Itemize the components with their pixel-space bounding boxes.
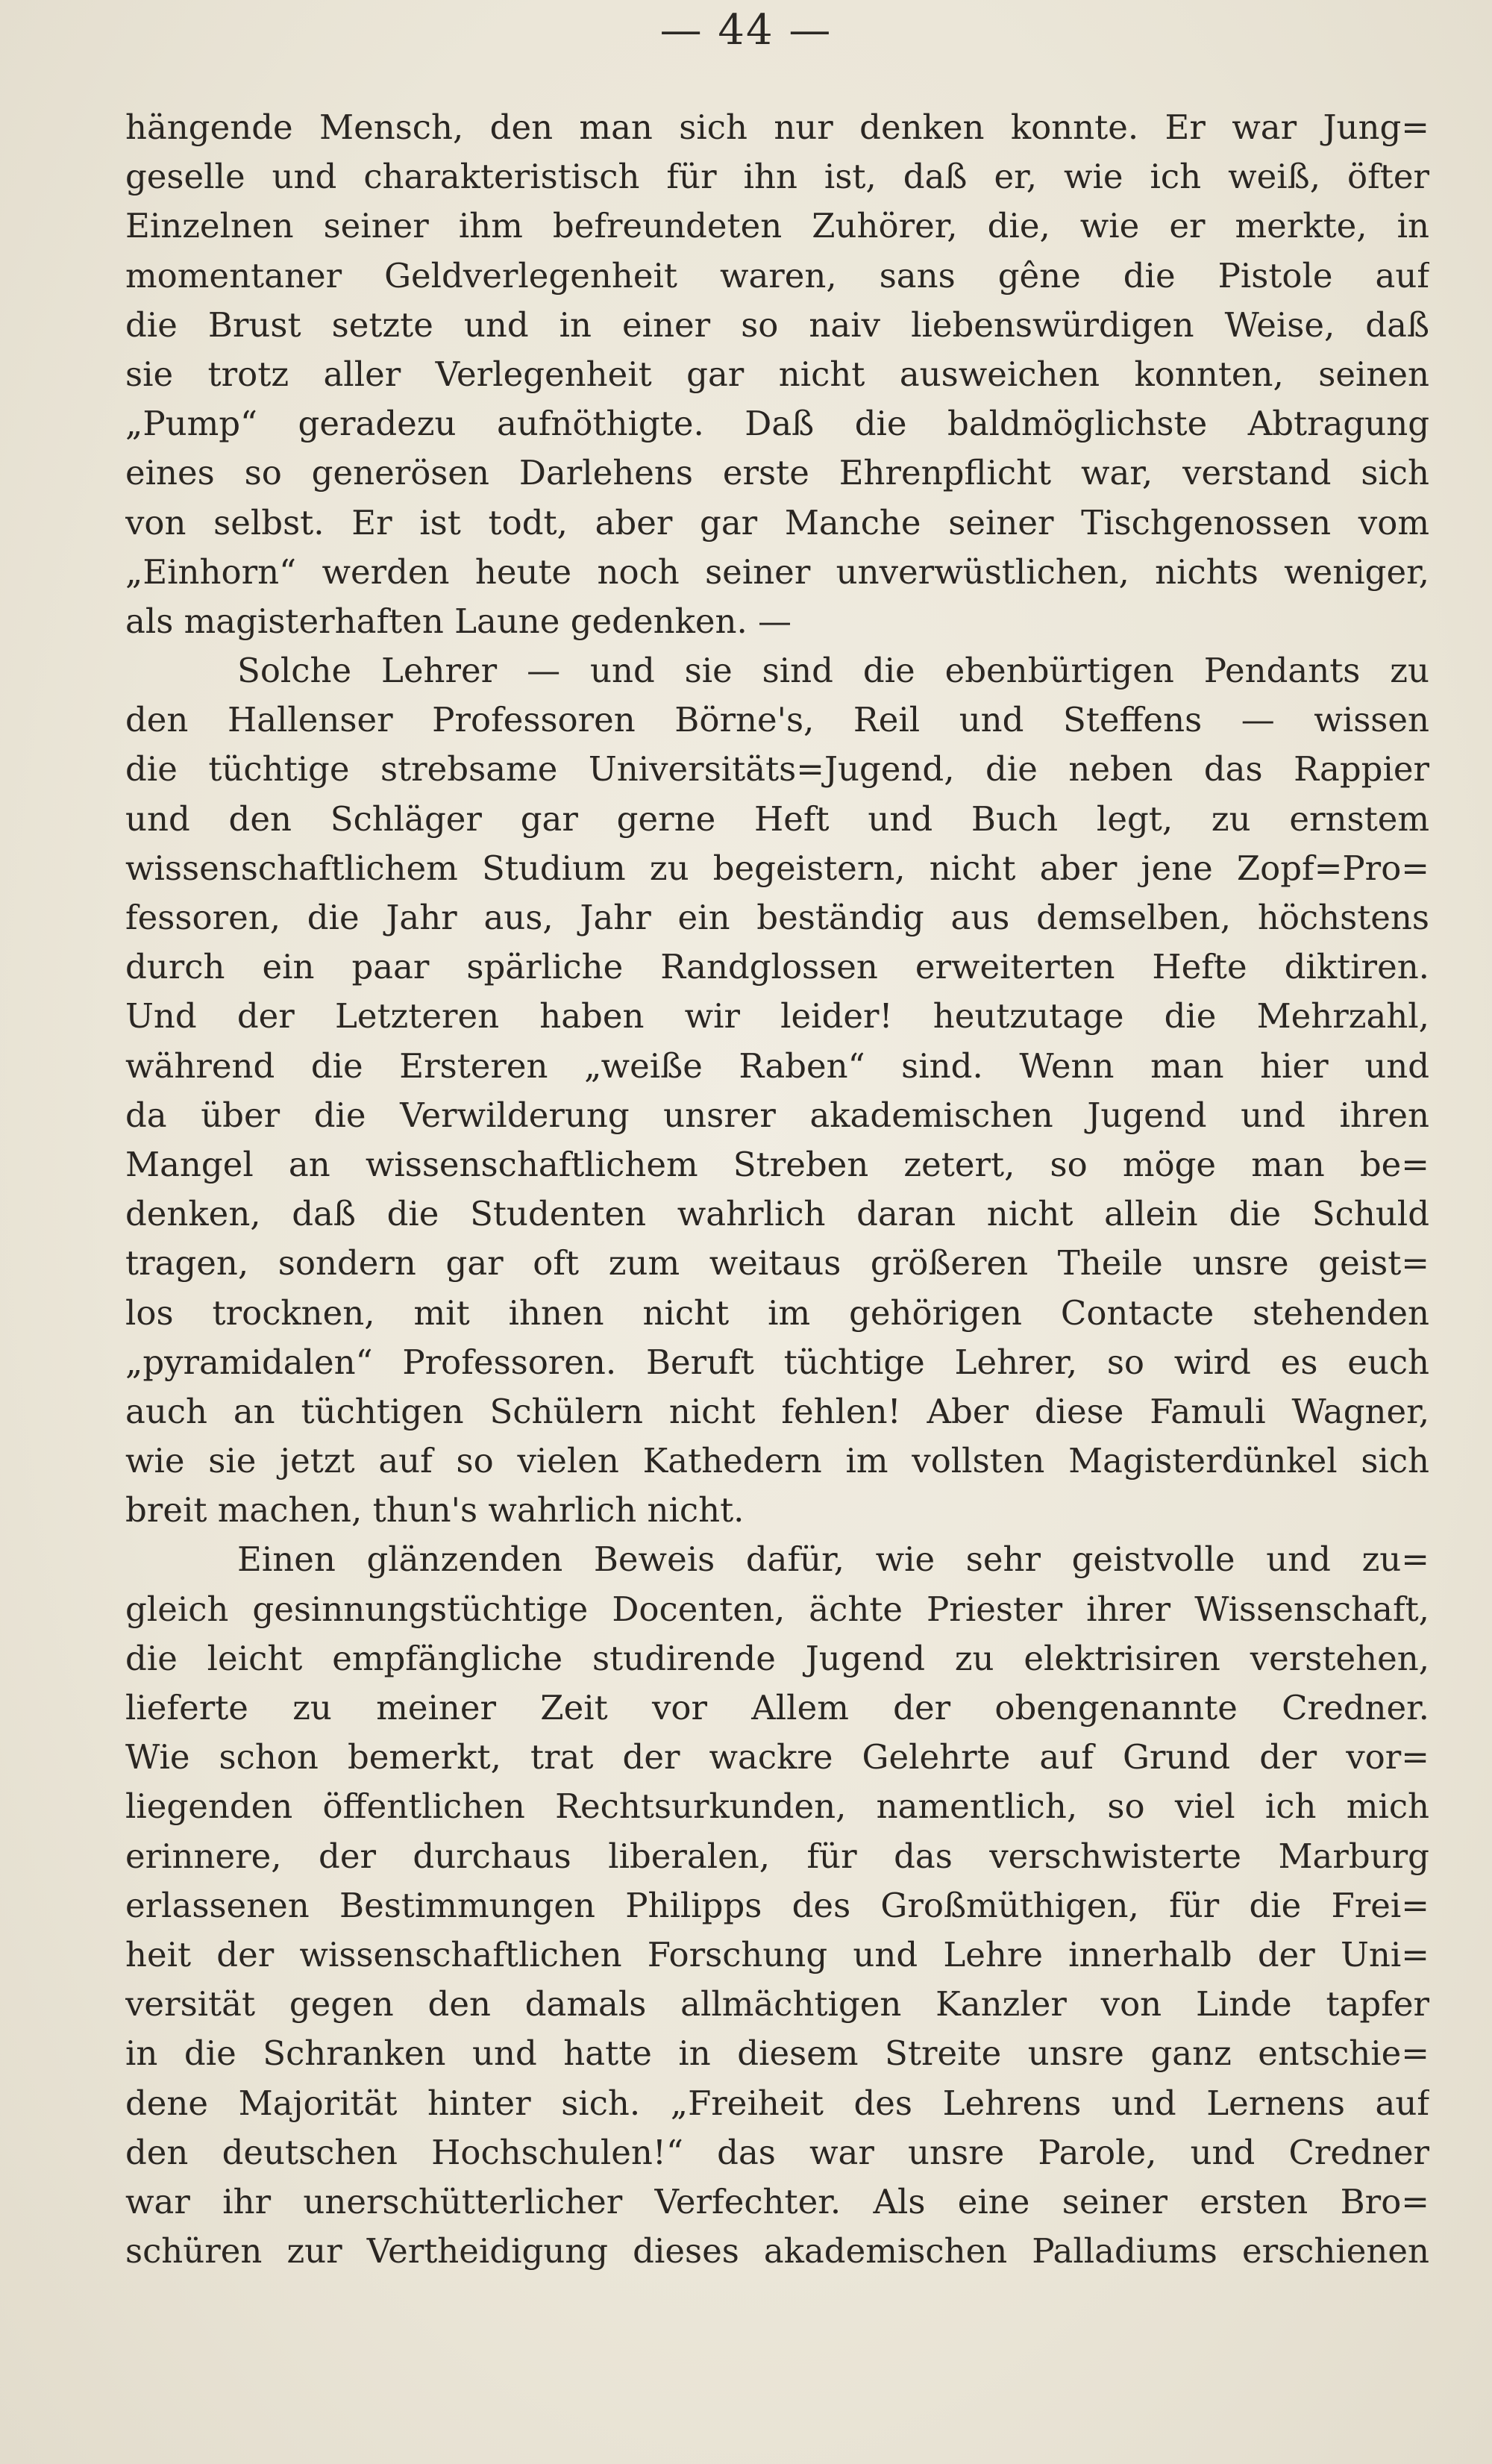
text-line: den Hallenser Professoren Börne's, Reil und Steffens — wissen xyxy=(125,700,1429,740)
body-text xyxy=(125,103,1429,2276)
text-line: dene Majorität hinter sich. „Freiheit des Lehrens und Lernens auf xyxy=(125,2083,1429,2123)
text-line: liegenden öffentlichen Rechtsurkunden, namentlich, so viel ich mich xyxy=(125,1786,1429,1827)
text-line: sie trotz aller Verlegenheit gar nicht ausweichen konnten, seinen xyxy=(125,354,1429,394)
text-line: da über die Verwilderung unsrer akademischen Jugend und ihren xyxy=(125,1095,1429,1135)
text-line: die Brust setzte und in einer so naiv liebenswürdigen Weise, daß xyxy=(125,304,1429,345)
text-line: gleich gesinnungstüchtige Docenten, ächte Priester ihrer Wissenschaft, xyxy=(125,1589,1429,1629)
text-line: hängende Mensch, den man sich nur denken konnte. Er war Jung= xyxy=(125,107,1429,147)
text-line: erinnere, der durchaus liberalen, für das verschwisterte Marburg xyxy=(125,1836,1429,1876)
text-line: den deutschen Hochschulen!“ das war unsre Parole, und Credner xyxy=(125,2132,1429,2172)
text-line: während die Ersteren „weiße Raben“ sind. Wenn man hier und xyxy=(125,1045,1429,1086)
text-line: momentaner Geldverlegenheit waren, sans gêne die Pistole auf xyxy=(125,255,1429,296)
text-line: geselle und charakteristisch für ihn ist, daß er, wie ich weiß, öfter xyxy=(125,157,1429,197)
text-line: fessoren, die Jahr aus, Jahr ein beständig aus demselben, höchstens xyxy=(125,898,1429,937)
text-line: schüren zur Vertheidigung dieses akademischen Palladiums erschienen xyxy=(125,2231,1429,2271)
text-line: war ihr unerschütterlicher Verfechter. Als eine seiner ersten Bro= xyxy=(125,2181,1429,2221)
text-line: von selbst. Er ist todt, aber gar Manche seiner Tischgenossen vom xyxy=(125,502,1429,542)
text-line: „Pump“ geradezu aufnöthigte. Daß die baldmöglichste Abtragung xyxy=(125,404,1429,444)
text-line: die tüchtige strebsame Universitäts=Jugend, die neben das Rappier xyxy=(125,749,1429,789)
text-line: Wie schon bemerkt, trat der wackre Gelehrte auf Grund der vor= xyxy=(125,1737,1429,1777)
text-line: die leicht empfängliche studirende Jugend zu elektrisiren verstehen, xyxy=(125,1638,1429,1678)
text-line: breit machen, thun's wahrlich nicht. xyxy=(125,1490,745,1530)
text-line: als magisterhaften Laune gedenken. — xyxy=(125,601,792,641)
text-line: und den Schläger gar gerne Heft und Buch legt, zu ernstem xyxy=(125,798,1429,839)
text-line: wie sie jetzt auf so vielen Kathedern im vollsten Magisterdünkel sich xyxy=(125,1441,1429,1481)
text-line: Solche Lehrer — und sie sind die ebenbürtigen Pendants zu xyxy=(237,651,1429,691)
text-line: „pyramidalen“ Professoren. Beruft tüchtige Lehrer, so wird es euch xyxy=(125,1342,1429,1382)
text-line: versität gegen den damals allmächtigen Kanzler von Linde tapfer xyxy=(125,1984,1429,2024)
text-line: wissenschaftlichem Studium zu begeistern, nicht aber jene Zopf=Pro= xyxy=(125,848,1429,888)
text-line: eines so generösen Darlehens erste Ehrenpflicht war, verstand sich xyxy=(125,453,1429,493)
text-line: lieferte zu meiner Zeit vor Allem der obengenannte Credner. xyxy=(125,1688,1429,1727)
text-line: durch ein paar spärliche Randglossen erweiterten Hefte diktiren. xyxy=(125,947,1429,987)
page-number-header: — 44 — xyxy=(659,6,833,54)
text-line: los trocknen, mit ihnen nicht im gehörigen Contacte stehenden xyxy=(125,1292,1429,1333)
text-line: Einen glänzenden Beweis dafür, wie sehr geistvolle und zu= xyxy=(237,1539,1429,1580)
text-line: in die Schranken und hatte in diesem Streite unsre ganz entschie= xyxy=(125,2033,1429,2074)
text-line: tragen, sondern gar oft zum weitaus größeren Theile unsre geist= xyxy=(125,1243,1429,1283)
text-line: heit der wissenschaftlichen Forschung und Lehre innerhalb der Uni= xyxy=(125,1934,1429,1974)
text-line: erlassenen Bestimmungen Philipps des Großmüthigen, für die Frei= xyxy=(125,1885,1429,1925)
text-line: denken, daß die Studenten wahrlich daran nicht allein die Schuld xyxy=(125,1194,1429,1234)
text-line: Und der Letzteren haben wir leider! heutzutage die Mehrzahl, xyxy=(125,996,1429,1036)
text-line: „Einhorn“ werden heute noch seiner unverwüstlichen, nichts weniger, xyxy=(125,551,1429,592)
text-line: auch an tüchtigen Schülern nicht fehlen! Aber diese Famuli Wagner, xyxy=(125,1391,1429,1431)
text-line: Mangel an wissenschaftlichem Streben zetert, so möge man be= xyxy=(125,1144,1429,1184)
text-line: Einzelnen seiner ihm befreundeten Zuhörer, die, wie er merkte, in xyxy=(125,206,1429,246)
